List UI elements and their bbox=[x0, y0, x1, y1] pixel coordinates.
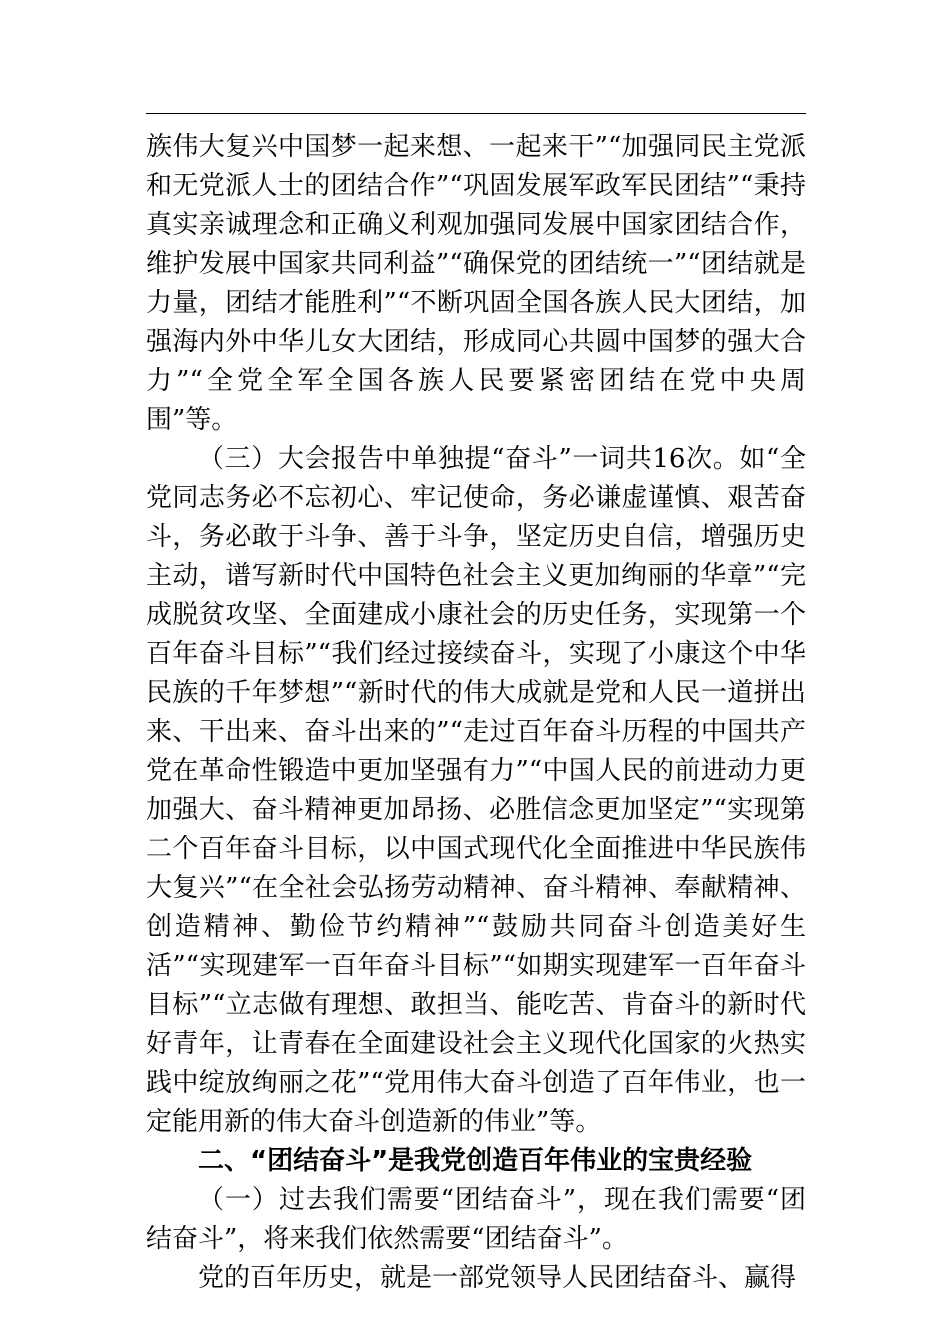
document-body bbox=[146, 128, 806, 1298]
paragraph-continuation: 族伟大复兴中国梦一起来想、一起来干”“加强同民主党派和无党派人士的团结合作”“巩固发展军政军民团结”“秉持真实亲诚理念和正确义利观加强同发展中国家团结合作，维护发展中国家共同利益”“确保党的团结统一”“团结就是力量，团结才能胜利”“不断巩固全国各族人民大团结，加强海内外中华儿女大团结，形成同心共圆中国梦的强大合力”“全党全军全国各族人民要紧密团结在党中央周围”等。 bbox=[146, 132, 806, 435]
paragraph-subsection-one: （一）过去我们需要“团结奋斗”，现在我们需要“团结奋斗”，将来我们依然需要“团结奋斗”。 bbox=[146, 1185, 806, 1254]
paragraph-party-history: 党的百年历史，就是一部党领导人民团结奋斗、赢得 bbox=[198, 1263, 797, 1293]
paragraph-section-three: （三）大会报告中单独提“奋斗”一词共16次。如“全党同志务必不忘初心、牢记使命，务必谦虚谨慎、艰苦奋斗，务必敢于斗争、善于斗争，坚定历史自信，增强历史主动，谱写新时代中国特色社会主义更加绚丽的华章”“完成脱贫攻坚、全面建成小康社会的历史任务，实现第一个百年奋斗目标”“我们经过接续奋斗，实现了小康这个中华民族的千年梦想”“新时代的伟大成就是党和人民一道拼出来、干出来、奋斗出来的”“走过百年奋斗历程的中国共产党在革命性锻造中更加坚强有力”“中国人民的前进动力更加强大、奋斗精神更加昂扬、必胜信念更加坚定”“实现第二个百年奋斗目标，以中国式现代化全面推进中华民族伟大复兴”“在全社会弘扬劳动精神、奋斗精神、奉献精神、创造精神、勤俭节约精神”“鼓励共同奋斗创造美好生活”“实现建军一百年奋斗目标”“如期实现建军一百年奋斗目标”“立志做有理想、敢担当、能吃苦、肯奋斗的新时代好青年，让青春在全面建设社会主义现代化国家的火热实践中绽放绚丽之花”“党用伟大奋斗创造了百年伟业，也一定能用新的伟大奋斗创造新的伟业”等。 bbox=[146, 444, 806, 1137]
section-heading-two: 二、“团结奋斗”是我党创造百年伟业的宝贵经验 bbox=[198, 1146, 753, 1176]
header-rule bbox=[146, 113, 806, 114]
